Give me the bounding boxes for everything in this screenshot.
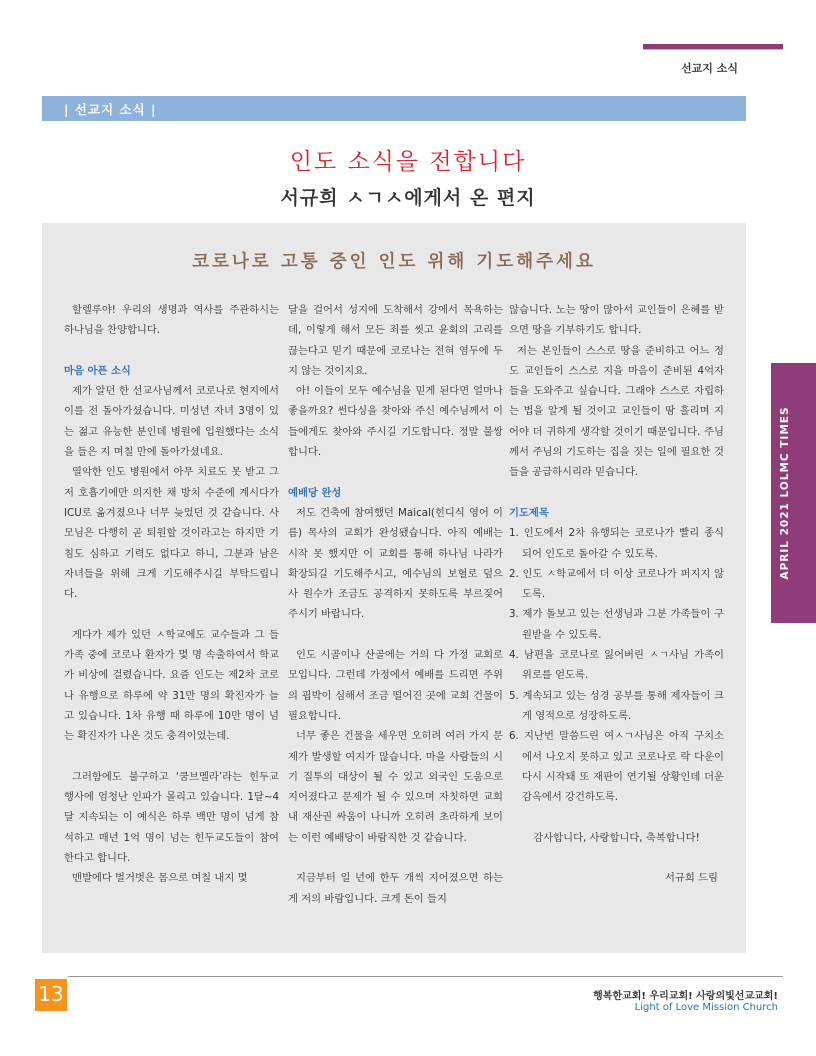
- paragraph: 아! 이들이 모두 예수님을 믿게 된다면 얼마나 좋을까요? 썬다싱을 찾아와 주신 예수님께서 이들에게도 찾아와 주시길 기도합니다. 정말 불쌍합니다.: [288, 385, 503, 459]
- side-tab-label: APRIL 2021 LOLMC TIMES: [779, 406, 791, 580]
- spacer: [509, 483, 724, 503]
- spacer: [288, 625, 503, 645]
- section-heading: 마음 아픈 소식: [64, 364, 131, 377]
- paragraph: 맨발에다 벌거벗은 몸으로 며칠 내지 몇: [72, 872, 248, 885]
- article-subtitle: 서규희 ㅅㄱㅅ에게서 온 편지: [280, 187, 536, 209]
- section-banner-label: | 선교지 소식 |: [64, 102, 157, 117]
- paragraph: 열악한 인도 병원에서 아무 치료도 못 받고 그저 호흡기에만 의지한 채 방치 수준에 계시다가 ICU로 옮겨졌으나 너무 늦었던 것 같습니다. 사모님은 다행히 곧 퇴원할 것이라고는 하지만 기침도 심하고 기력도 없다고 하니, 그분과 남은 자녀들을 위해 크게 기도해주시길 부탁드립니다.: [64, 466, 279, 601]
- paragraph: 할렐루야! 우리의 생명과 역사를 주관하시는 하나님을 찬양합니다.: [64, 304, 279, 337]
- paragraph: 지금부터 일 년에 한두 개씩 지어졌으면 하는 게 저의 바람입니다. 크게 돈이 들지: [288, 872, 503, 905]
- article-box: [42, 223, 746, 953]
- header-rule: [643, 49, 783, 50]
- prayer-item: 2. 인도 ㅅ학교에서 더 이상 코로나가 퍼지지 않도록.: [509, 567, 724, 601]
- page-number: 13: [38, 982, 64, 1006]
- paragraph: 제가 알던 한 선교사님께서 코로나로 현지에서 이를 전 돌아가셨습니다. 미성년 자녀 3명이 있는 젊고 유능한 분인데 병원에 입원했다는 소식을 들은 지 며칠 만에 돌아가셨네요.: [64, 385, 279, 459]
- side-tab: [771, 363, 816, 623]
- prayer-list: [509, 523, 724, 807]
- paragraph: 게다가 제가 있던 ㅅ학교에도 교수들과 그 들 가족 중에 코로나 환자가 몇 명 속출하여서 학교가 비상에 걸렸습니다. 요즘 인도는 제2차 코로나 유행으로 하루에 약 31만 명의 확진자가 늘고 있습니다. 1차 유행 때 하루에 10만 명이 넘는 확진자가 나온 것도 충격이었는데.: [64, 628, 279, 743]
- paragraph: 너무 좋은 건물을 세우면 오히려 여러 가지 문제가 발생할 여지가 많습니다. 마을 사람들의 시기 질투의 대상이 될 수 있고 외국인 도움으로 지어졌다고 문제가 될 수 있으며 자칫하면 교회 내 재산권 싸움이 나니까 오히려 초라하게 보이는 이런 예배당이 바람직한 것 같습니다.: [288, 730, 503, 844]
- column-1: [64, 300, 279, 889]
- paragraph: 그러함에도 불구하고 ‘쿰브멜라’라는 힌두교 행사에 엄청난 인파가 몰리고 있습니다. 1달~4달 지속되는 이 예식은 하루 백만 명이 넘게 참석하고 매년 1억 명이 넘는 힌두교도들이 참여한다고 합니다.: [64, 770, 279, 865]
- paragraph: 않습니다. 노는 땅이 많아서 교인들이 은혜를 받으면 땅을 기부하기도 합니다.: [509, 304, 724, 337]
- column-3: [509, 300, 724, 889]
- box-title: 코로나로 고통 중인 인도 위해 기도해주세요: [192, 252, 596, 272]
- prayer-item: 5. 계속되고 있는 성경 공부를 통해 제자들이 크게 영적으로 성장하도록.: [509, 689, 724, 722]
- prayer-item: 4. 남편을 코로나로 잃어버린 ㅅㄱ사님 가족이 위로를 얻도록.: [509, 649, 724, 682]
- signature: 서규희 드림: [664, 872, 718, 885]
- paragraph: 저는 본인들이 스스로 땅을 준비하고 어느 정도 교인들이 스스로 지을 마음이 준비된 4억자들을 도와주고 싶습니다. 그래야 스스로 자립하는 법을 알게 될 것이고 교인들이 땀 흘리며 지어야 더 귀하게 생각할 것이기 때문입니다. 주님께서 주님의 기도하는 집을 짓는 일에 필요한 것들을 공급하시리라 믿습니다.: [509, 344, 724, 479]
- footer-slogan-korean: 행복한교회! 우리교회! 사랑의빛선교교회!: [593, 991, 778, 1002]
- footer-church-name: Light of Love Mission Church: [634, 1002, 778, 1013]
- spacer: [64, 341, 279, 361]
- spacer: [288, 462, 503, 482]
- paragraph: 인도 시골이나 산골에는 거의 다 가정 교회로 모입니다. 그런데 가정에서 예배를 드리면 주위의 핍박이 심해서 조금 떨어진 곳에 교회 건물이 필요합니다.: [288, 649, 503, 722]
- closing-line: 감사합니다, 사랑합니다, 축복합니다!: [533, 831, 700, 844]
- header-section-label: 선교지 소식: [681, 62, 738, 75]
- prayer-item: 1. 인도에서 2차 유행되는 코로나가 빨리 종식되어 인도로 돌아갈 수 있도록.: [509, 527, 724, 560]
- prayer-item: 3. 제가 돌보고 있는 선생님과 그분 가족들이 구원받을 수 있도록.: [509, 608, 724, 641]
- column-2: [288, 300, 503, 909]
- footer-rule: [68, 976, 783, 977]
- spacer: [509, 807, 724, 827]
- paragraph: 저도 건축에 참여했던 Maical(힌디식 영어 이름) 목사의 교회가 완성됐습니다. 아직 예배는 시작 못 했지만 이 교회를 통해 하나님 나라가 확장되길 기도해주시고, 예수님의 보혈로 덮으사 원수가 조금도 공격하지 못하도록 부르짖어주시기 바랍니다.: [288, 506, 503, 621]
- spacer: [288, 848, 503, 868]
- paragraph: 달을 걸어서 성지에 도착해서 강에서 목욕하는데, 이렇게 해서 모든 죄를 씻고 윤회의 고리를 끊는다고 믿기 때문에 코로나는 전혀 염두에 두지 않는 것이지요.: [288, 304, 503, 377]
- article-title: 인도 소식을 전합니다: [289, 149, 527, 175]
- page-number-box: [35, 979, 67, 1011]
- spacer: [64, 747, 279, 767]
- section-heading: 예배당 완성: [288, 486, 342, 499]
- section-heading: 기도제목: [509, 506, 549, 519]
- spacer: [64, 604, 279, 624]
- prayer-item: 6. 지난번 말씀드린 여ㅅㄱ사님은 아직 구치소에서 나오지 못하고 있고 코로나로 락 다운이 다시 시작돼 또 재판이 연기될 상황인데 더운 감옥에서 강건하도록.: [509, 730, 724, 804]
- spacer: [509, 848, 724, 868]
- section-banner: [42, 96, 746, 121]
